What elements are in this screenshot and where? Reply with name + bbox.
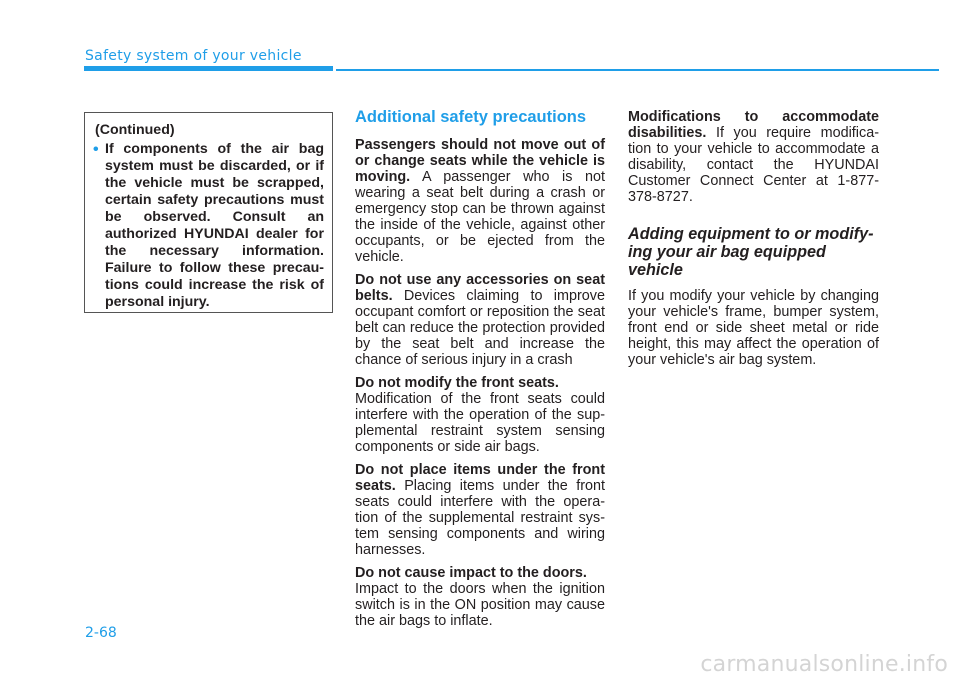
- header-rule-thin: [336, 69, 939, 71]
- paragraph: [355, 462, 605, 558]
- header-rule-thick: [84, 66, 333, 71]
- paragraph-lead: Modifications to accommodate disabilities.: [628, 109, 879, 141]
- paragraph-text: Impact to the doors when the ignition switch is in the ON position may cause the air bags to inflate.: [355, 581, 605, 629]
- paragraph-text: Devices claiming to improve occupant comfort or reposition the seat belt can reduce the protection provided by the seat belt and increase the chance of serious injury in a crash: [355, 288, 605, 368]
- paragraph: [628, 109, 879, 205]
- watermark: carmanualsonline.info: [700, 652, 948, 677]
- paragraph-text: Modification of the front seats could interfere with the operation of the sup-plemental restraint system sensing components or side air bags.: [355, 391, 605, 455]
- section-header-title: Safety system of your vehicle: [85, 48, 302, 64]
- page-number: 2-68: [85, 625, 117, 641]
- paragraph-text: Placing items under the front seats could interfere with the opera-tion of the supplemental restraint sys-tem sensing components and wiring harnesses.: [355, 478, 605, 558]
- paragraph: [355, 375, 605, 455]
- paragraph-lead: Do not cause impact to the doors.: [355, 565, 587, 581]
- paragraph: [355, 272, 605, 368]
- warning-box: [84, 112, 333, 313]
- paragraph-lead: Passengers should not move out of or change seats while the vehicle is moving.: [355, 137, 605, 185]
- section-title: Additional safety precautions: [355, 108, 587, 126]
- continued-label: (Continued): [95, 122, 175, 138]
- paragraph-lead: Do not modify the front seats.: [355, 375, 559, 391]
- sub-paragraph: If you modify your vehicle by changing your vehicle's frame, bumper system, front end or side sheet metal or ride height, this may affect the operation of your vehicle's air bag system.: [628, 288, 879, 368]
- paragraph-text: A passenger who is not wearing a seat belt during a crash or emergency stop can be thrown against the inside of the vehicle, against other occupants, or be ejected from the vehicle.: [355, 169, 605, 265]
- paragraph-lead: Do not place items under the front seats.: [355, 462, 605, 494]
- middle-column: [355, 109, 605, 636]
- warning-bullet-text: If components of the air bag system must be discarded, or if the vehicle must be scrapped, certain safety precautions must be observed. Consult an authorized HYUNDAI dealer for the necessary information. Failure to follow these precau-tions could increase the risk of personal injury.: [105, 141, 324, 310]
- subheading: Adding equipment to or modify-ing your air bag equipped vehicle: [628, 225, 874, 279]
- right-column: [628, 109, 879, 375]
- paragraph: [355, 137, 605, 265]
- bullet-dot-icon: •: [93, 141, 99, 158]
- paragraph-text: If you require modifica-tion to your vehicle to accommodate a disability, contact the HYUNDAI Customer Connect Center at 1-877-378-8727.: [628, 125, 879, 205]
- paragraph: [355, 565, 605, 629]
- paragraph-lead: Do not use any accessories on seat belts.: [355, 272, 605, 304]
- warning-bullet: [93, 141, 324, 311]
